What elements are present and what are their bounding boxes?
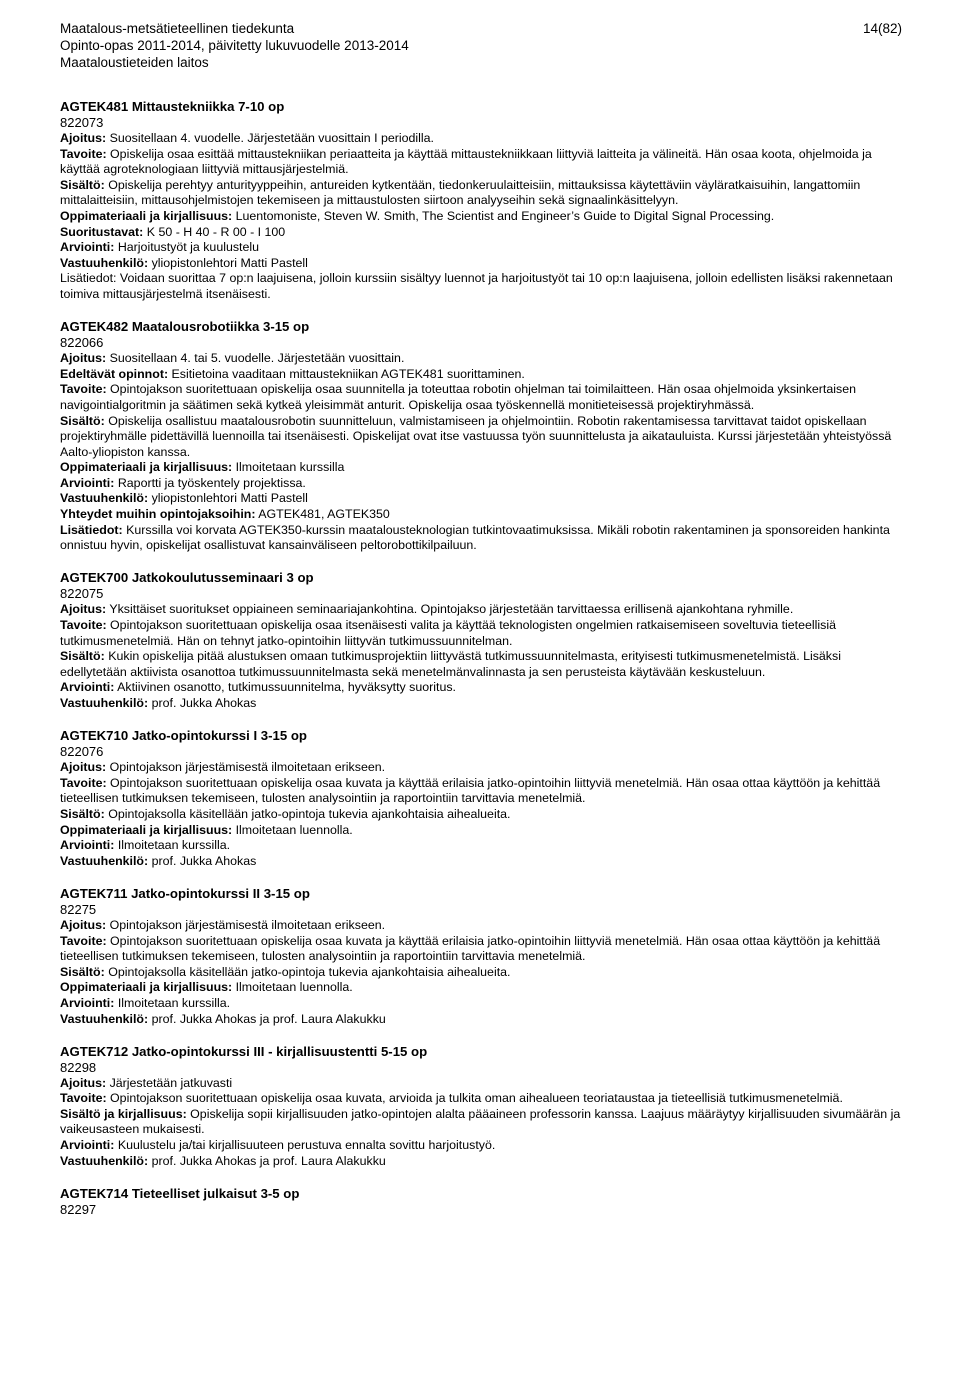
page-header	[60, 20, 902, 71]
course-field	[60, 178, 902, 209]
field-label: Oppimateriaali ja kirjallisuus:	[60, 208, 233, 223]
field-text: Luentomoniste, Steven W. Smith, The Scientist and Engineer’s Guide to Digital Signal Processing.	[235, 208, 775, 223]
field-text: Opintojakson järjestämisestä ilmoitetaan erikseen.	[109, 917, 386, 932]
course-field	[60, 680, 902, 696]
department-name: Maataloustieteiden laitos	[60, 55, 209, 70]
field-label: Sisältö ja kirjallisuus:	[60, 1106, 187, 1121]
course-field	[60, 523, 902, 554]
course-block	[60, 569, 902, 711]
field-text: Opintojakson suoritettuaan opiskelija osaa suunnitella ja toteuttaa robotin ohjelman tai toimilaitteen. Hän osaa ohjelmoida yksinkertaisen navigointialgoritmin ja säätimen sekä kytkeä yleisimmät anturit. Opiskelija osaa työskennellä monitieteisessä projektiryhmässä.	[60, 382, 856, 412]
field-text: prof. Jukka Ahokas ja prof. Laura Alakukku	[151, 1153, 386, 1168]
field-label: Tavoite:	[60, 618, 107, 633]
course-code: 822076	[60, 744, 104, 760]
course-field	[60, 240, 902, 256]
field-label: Oppimateriaali ja kirjallisuus:	[60, 980, 233, 995]
course-field	[60, 602, 902, 618]
course-code: 82275	[60, 901, 97, 917]
field-label: Arviointi:	[60, 680, 115, 695]
course-field	[60, 1091, 902, 1107]
field-label: Arviointi:	[60, 1138, 115, 1153]
field-label: Suoritustavat:	[60, 224, 144, 239]
course-field	[60, 476, 902, 492]
course-title: AGTEK714 Tieteelliset julkaisut 3-5 op	[60, 1185, 300, 1201]
field-label: Vastuuhenkilö:	[60, 853, 149, 868]
course-field	[60, 807, 902, 823]
field-text: prof. Jukka Ahokas	[151, 853, 257, 868]
field-label: Tavoite:	[60, 146, 107, 161]
field-text: Kukin opiskelija pitää alustuksen omaan tutkimusprojektiin liittyvästä tutkimussuunnitelmasta, erityisesti tutkimusmenetelmistä. Lisäksi edellytetään aktiivista osanottoa tutkimussuunnitelmasta sekä menetelmänvalinnasta ja sen perusteista käytävään keskusteluun.	[60, 649, 841, 679]
field-label: Tavoite:	[60, 382, 107, 397]
course-field	[60, 147, 902, 178]
course-title: AGTEK712 Jatko-opintokurssi III - kirjallisuustentti 5-15 op	[60, 1043, 428, 1059]
field-label: Ajoitus:	[60, 131, 107, 145]
field-text: K 50 - H 40 - R 00 - I 100	[146, 224, 286, 239]
field-label: Sisältö:	[60, 964, 105, 979]
field-label: Oppimateriaali ja kirjallisuus:	[60, 460, 233, 475]
field-text: Opiskelija osaa esittää mittaustekniikan periaatteita ja käyttää mittaustekniikkaan liittyviä laitteita ja välineitä. Hän osaa koota, ohjelmoida ja käyttää agroteknologiaan liittyviä mittausjärjestelmiä.	[60, 146, 872, 177]
course-field	[60, 209, 902, 225]
field-text: Lisätiedot: Voidaan suorittaa 7 op:n laajuisena, jolloin kurssiin sisältyy luennot ja harjoitustyöt tai 10 op:n laajuisena, jolloin edellisten lisäksi rakennetaan toimiva mittausjärjestelmä itsenäisesti.	[60, 271, 893, 301]
page-number: 14(82)	[862, 21, 902, 36]
field-text: Kurssilla voi korvata AGTEK350-kurssin maatalousteknologian tutkintovaatimuksissa. Mikäli robotin rakentaminen ja sponsoreiden hankinta onnistuu hyvin, opiskelijat osallistuvat kansainväliseen peltorobottikilpailuun.	[60, 522, 890, 553]
field-text: AGTEK481, AGTEK350	[258, 507, 390, 522]
course-field	[60, 225, 902, 241]
field-text: Opintojakson suoritettuaan opiskelija osaa kuvata ja käyttää erilaisia jatko-opintoihin liittyviä menetelmiä. Hän osaa ottaa käyttöön ja kehittää tieteellisen tutkimuksen tekemiseen, tulosten analysointiin ja raportointiin tarvittavia menetelmiä.	[60, 775, 881, 806]
field-text: yliopistonlehtori Matti Pastell	[151, 491, 308, 506]
course-field	[60, 980, 902, 996]
course-field	[60, 460, 902, 476]
guide-title: Opinto-opas 2011-2014, päivitetty lukuvuodelle 2013-2014	[60, 38, 409, 53]
field-label: Sisältö:	[60, 649, 105, 664]
course-title: AGTEK482 Maatalousrobotiikka 3-15 op	[60, 319, 310, 335]
course-block	[60, 318, 902, 554]
field-text: prof. Jukka Ahokas	[151, 696, 257, 710]
field-text: Ilmoitetaan luennolla.	[235, 980, 353, 995]
course-field	[60, 696, 902, 712]
course-title: AGTEK700 Jatkokoulutusseminaari 3 op	[60, 570, 314, 586]
field-label: Vastuuhenkilö:	[60, 491, 149, 506]
faculty-name: Maatalous-metsätieteellinen tiedekunta	[60, 21, 295, 36]
course-field	[60, 491, 902, 507]
course-code: 822073	[60, 115, 104, 130]
course-block	[60, 1043, 902, 1170]
course-field	[60, 367, 902, 383]
field-text: Opintojaksolla käsitellään jatko-opintoja tukevia ajankohtaisia aihealueita.	[108, 806, 511, 821]
field-text: Järjestetään jatkuvasti	[109, 1075, 233, 1090]
field-label: Arviointi:	[60, 240, 115, 255]
field-text: Suositellaan 4. vuodelle. Järjestetään vuosittain I periodilla.	[109, 131, 434, 145]
field-label: Arviointi:	[60, 995, 115, 1010]
course-field	[60, 351, 902, 367]
field-label: Vastuuhenkilö:	[60, 696, 149, 710]
field-text: Opintojakson suoritettuaan opiskelija osaa itsenäisesti valita ja käyttää teknologisten ongelmien ratkaisemiseen soveltuvia tieteellisiä tutkimusmenetelmiä. Hän on tehnyt jatko-opintoihin liittyvän tutkimussuunnitelman.	[60, 618, 836, 648]
field-text: prof. Jukka Ahokas ja prof. Laura Alakukku	[151, 1011, 386, 1026]
course-field	[60, 414, 902, 461]
field-label: Vastuuhenkilö:	[60, 1153, 149, 1168]
field-text: Opintojakson suoritettuaan opiskelija osaa kuvata, arvioida ja tulkita oman aihealueen teoriataustaa ja tieteellisiä tutkimusmenetelmiä.	[110, 1091, 843, 1106]
course-field	[60, 649, 902, 680]
course-field	[60, 1154, 902, 1170]
field-text: Opiskelija osallistuu maatalousrobotin suunnitteluun, valmistamiseen ja ohjelmointiin. Robotin rakentamisessa tarvittavat taidot opiskellaan projektiryhmälle pidettävillä luennoilla tai itsenäisesti. Opiskelijat ovat itse vastuussa työn suunnittelusta ja aikatauluista. Kurssi järjestetään yhteistyössä Aalto-yliopiston kanssa.	[60, 413, 892, 459]
course-block	[60, 98, 902, 303]
field-text: Harjoitustyöt ja kuulustelu	[117, 240, 260, 255]
field-text: yliopistonlehtori Matti Pastell	[151, 255, 308, 270]
field-text: Opiskelija perehtyy anturityyppeihin, antureiden kytkentään, tiedonkeruulaitteisiin, mittauksissa käytettäviin väyläratkaisuihin, langattomiin mittalaitteisiin, mittausohjelmistojen tekemiseen ja mittaustulosten siirtoon analyyseihin sekä signaalinkäsittelyyn.	[60, 177, 861, 208]
field-label: Ajoitus:	[60, 760, 107, 775]
course-field	[60, 1107, 902, 1138]
field-text: Yksittäiset suoritukset oppiaineen seminaariajankohtina. Opintojakso järjestetään tarvittaessa erillisenä ajankohtana ryhmille.	[109, 602, 794, 617]
course-field	[60, 271, 902, 302]
field-text: Ilmoitetaan kurssilla.	[117, 838, 231, 853]
course-field	[60, 760, 902, 776]
field-label: Ajoitus:	[60, 351, 107, 366]
field-text: Ilmoitetaan kurssilla.	[117, 995, 231, 1010]
course-field	[60, 1076, 902, 1092]
course-field	[60, 256, 902, 272]
course-field	[60, 965, 902, 981]
course-block	[60, 727, 902, 869]
course-field	[60, 854, 902, 870]
course-field	[60, 618, 902, 649]
course-field	[60, 1138, 902, 1154]
field-label: Tavoite:	[60, 775, 107, 790]
field-label: Lisätiedot:	[60, 522, 123, 537]
field-label: Sisältö:	[60, 806, 105, 821]
course-title: AGTEK481 Mittaustekniikka 7-10 op	[60, 99, 285, 114]
field-label: Ajoitus:	[60, 1075, 107, 1090]
field-label: Ajoitus:	[60, 917, 107, 932]
course-list	[60, 98, 902, 1233]
course-field	[60, 934, 902, 965]
course-code: 82298	[60, 1059, 97, 1075]
field-label: Sisältö:	[60, 413, 105, 428]
course-field	[60, 996, 902, 1012]
course-block	[60, 885, 902, 1027]
field-text: Opiskelija sopii kirjallisuuden jatko-opintojen alalta pääaineen professorin kanssa. Laajuus määräytyy kirjallisuuden sivumäärän ja vaikeusasteen mukaisesti.	[60, 1106, 901, 1137]
field-text: Suositellaan 4. tai 5. vuodelle. Järjestetään vuosittain.	[109, 351, 405, 366]
field-text: Opintojaksolla käsitellään jatko-opintoja tukevia ajankohtaisia aihealueita.	[108, 964, 511, 979]
course-code: 822075	[60, 586, 104, 602]
field-text: Raportti ja työskentely projektissa.	[117, 475, 306, 490]
field-text: Ilmoitetaan kurssilla	[235, 460, 345, 475]
field-label: Vastuuhenkilö:	[60, 1011, 149, 1026]
field-text: Ilmoitetaan luennolla.	[235, 822, 353, 837]
course-code: 822066	[60, 335, 104, 351]
course-field	[60, 1012, 902, 1028]
field-label: Arviointi:	[60, 475, 115, 490]
field-text: Opintojakson suoritettuaan opiskelija osaa kuvata ja käyttää erilaisia jatko-opintoihin liittyviä menetelmiä. Hän osaa ottaa käyttöön ja kehittää tieteellisen tutkimuksen tekemiseen, tulosten analysointiin ja raportointiin tarvittavia menetelmiä.	[60, 933, 881, 964]
field-text: Opintojakson järjestämisestä ilmoitetaan erikseen.	[109, 760, 386, 775]
course-field	[60, 918, 902, 934]
course-field	[60, 131, 902, 147]
course-field	[60, 507, 902, 523]
field-label: Oppimateriaali ja kirjallisuus:	[60, 822, 233, 837]
field-label: Sisältö:	[60, 177, 105, 192]
course-code: 82297	[60, 1201, 97, 1217]
course-field	[60, 838, 902, 854]
field-text: Esitietoina vaaditaan mittaustekniikan AGTEK481 suorittaminen.	[171, 366, 525, 381]
field-label: Edeltävät opinnot:	[60, 366, 169, 381]
course-block	[60, 1185, 902, 1218]
field-label: Tavoite:	[60, 933, 107, 948]
course-field	[60, 382, 902, 413]
header-left	[60, 20, 902, 71]
course-field	[60, 823, 902, 839]
field-label: Arviointi:	[60, 838, 115, 853]
field-label: Yhteydet muihin opintojaksoihin:	[60, 507, 256, 522]
field-label: Vastuuhenkilö:	[60, 255, 149, 270]
field-label: Ajoitus:	[60, 602, 107, 617]
field-label: Tavoite:	[60, 1091, 107, 1106]
field-text: Kuulustelu ja/tai kirjallisuuteen perustuva ennalta sovittu harjoitustyö.	[117, 1138, 496, 1153]
field-text: Aktiivinen osanotto, tutkimussuunnitelma, hyväksytty suoritus.	[117, 680, 456, 695]
course-title: AGTEK711 Jatko-opintokurssi II 3-15 op	[60, 885, 310, 901]
course-field	[60, 776, 902, 807]
course-title: AGTEK710 Jatko-opintokurssi I 3-15 op	[60, 728, 307, 744]
